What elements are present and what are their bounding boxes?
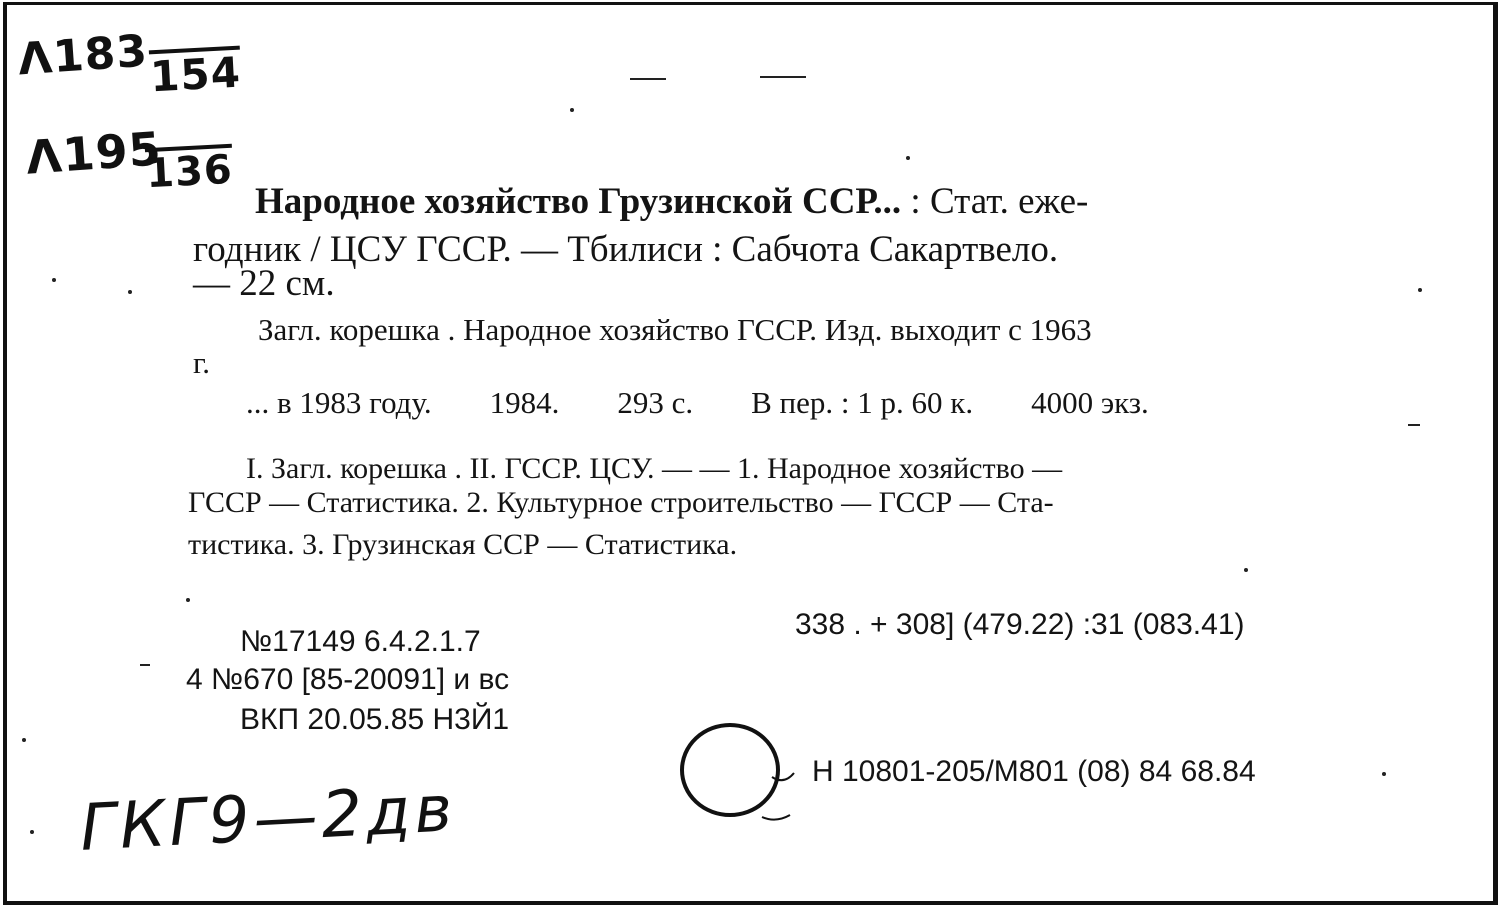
tracing-line-1: I. Загл. корешка . II. ГССР. ЦСУ. — — 1. Народное хозяйство — [246, 452, 1063, 485]
scan-mark [630, 78, 666, 80]
scan-speck [1418, 288, 1422, 292]
tracing-line-3: тистика. 3. Грузинская ССР — Статистика. [188, 528, 738, 561]
title-subtitle: : Стат. еже- [901, 181, 1089, 222]
price: В пер. : 1 р. 60 к. [751, 385, 974, 420]
scan-speck [30, 830, 34, 834]
scan-speck [570, 108, 574, 112]
page-count: 293 с. [617, 385, 694, 420]
publication-year: 1984. [489, 385, 560, 420]
shelf-mark-2: Λ195 [24, 121, 164, 185]
scan-speck [1244, 568, 1248, 572]
title-line-2: годник / ЦСУ ГССР. — Тбилиси : Сабчота Сакартвело. [193, 229, 1059, 270]
note-line-2: г. [193, 345, 210, 380]
bbk-code: Н 10801-205/М801 (08) 84 68.84 [812, 755, 1256, 788]
holdings-line [246, 385, 1149, 421]
holdings-year: ... в 1983 году. [246, 385, 432, 420]
shelf-number-2: 136 [145, 144, 234, 194]
note-line-1: Загл. корешка . Народное хозяйство ГССР. Изд. выходит с 1963 [258, 312, 1092, 347]
scan-mark [1408, 424, 1420, 426]
scan-mark [760, 76, 806, 78]
order-number: 4 №670 [85-20091] и вс [186, 663, 510, 696]
title-line-1 [255, 180, 1088, 223]
scan-speck [906, 156, 910, 160]
card-number: №17149 6.4.2.1.7 [240, 625, 481, 658]
scan-speck [52, 278, 56, 282]
copy-count: 4000 экз. [1031, 385, 1149, 420]
shelf-number-1: 154 [148, 47, 243, 102]
tracing-line-2: ГССР — Статистика. 2. Культурное строительство — ГССР — Ста- [188, 486, 1054, 519]
vkp-date: ВКП 20.05.85 Н3Й1 [240, 703, 510, 736]
title-main: Народное хозяйство Грузинской ССР... [255, 181, 902, 222]
scan-mark [140, 664, 150, 666]
title-line-3: — 22 см. [193, 263, 335, 304]
inventory-mark: ГКГ9—2дв [78, 772, 458, 866]
stamp-circle-icon [672, 715, 802, 825]
scan-speck [186, 598, 190, 602]
scan-speck [22, 738, 26, 742]
udc-index: 338 . + 308] (479.22) :31 (083.41) [795, 608, 1245, 641]
shelf-mark-1: Λ183 [16, 25, 150, 86]
scan-speck [1382, 772, 1386, 776]
scan-speck [128, 290, 132, 294]
